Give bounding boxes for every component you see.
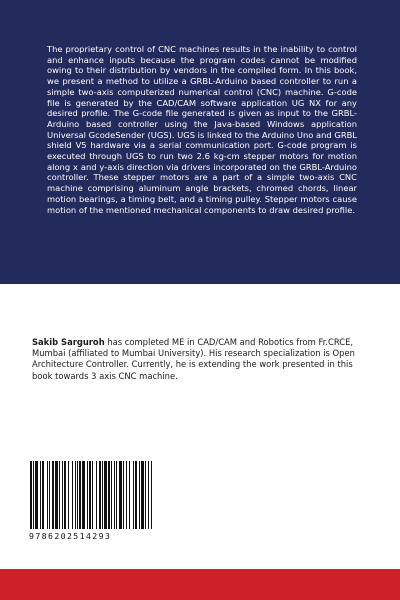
author-bio bbox=[32, 337, 372, 382]
barcode-block bbox=[29, 461, 179, 541]
author-bio-text: has completed ME in CAD/CAM and Robotics from Fr.CRCE, Mumbai (affiliated to Mumbai University). His research specialization is Open Architecture Controller. Currently, he is extending the work presented in this book towards 3 axis CNC machine. bbox=[32, 337, 355, 381]
book-blurb: The proprietary control of CNC machines results in the inability to control and enhance inputs because the program codes cannot be modified owing to their distribution by vendors in the compiled form. In this book, we present a method to utilize a GRBL-Arduino based controller to run a simple two-axis computerized numerical control (CNC) machine. G-code file is generated by the CAD/CAM software application UG NX for any desired profile. The G-code file generated is given as input to the GRBL-Arduino based controller using the Java-based Windows application Universal GcodeSender (UGS). UGS is linked to the Arduino Uno and GRBL shield V5 hardware via a serial communication port. G-code program is executed through UGS to run two 2.6 kg-cm stepper motors for motion along x and y-axis direction via drivers incorporated on the GRBL-Arduino controller. These stepper motors are a part of a simple two-axis CNC machine comprising aluminum angle brackets, chromed chords, linear motion bearings, a timing belt, and a timing pulley. Stepper motors cause motion of the mentioned mechanical components to draw desired profile. bbox=[47, 44, 357, 215]
isbn-number: 9786202514293 bbox=[29, 531, 112, 541]
author-name: Sakib Sarguroh bbox=[32, 337, 105, 347]
blurb-panel bbox=[0, 0, 400, 284]
barcode-icon bbox=[29, 461, 179, 529]
bottom-color-strip bbox=[0, 569, 400, 600]
